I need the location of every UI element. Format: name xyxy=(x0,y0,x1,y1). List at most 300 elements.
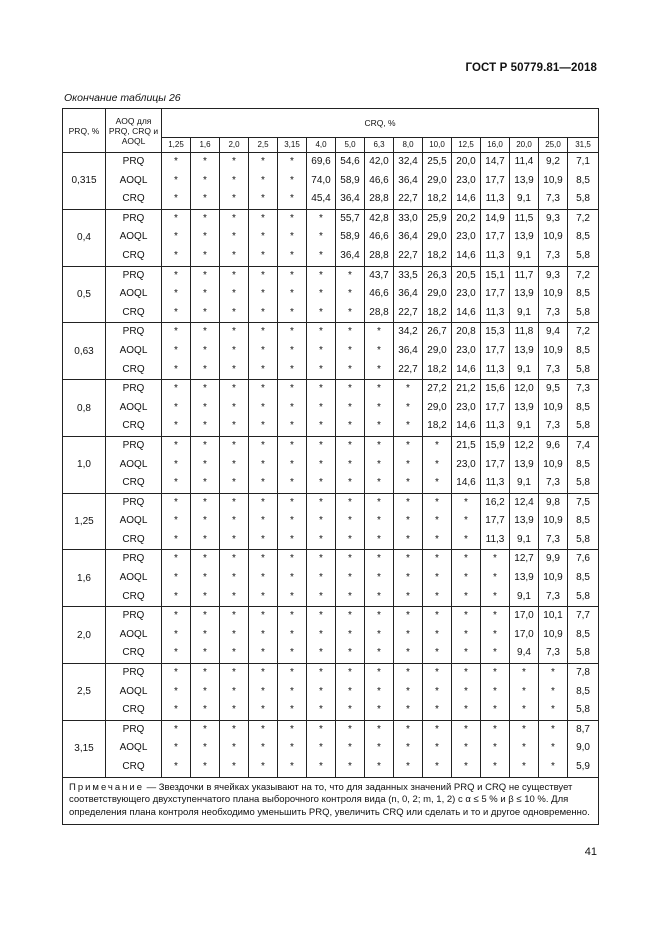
value-cell xyxy=(278,664,307,721)
value: 23,0 xyxy=(456,231,476,243)
row-type-label: PRQ xyxy=(122,212,145,224)
row-type-cell xyxy=(106,323,162,380)
value: * xyxy=(203,344,207,356)
value-cell xyxy=(220,550,249,607)
note-text: — Звездочки в ячейках указывают на то, что для заданных значений PRQ и CRQ не существует соответствующего двухступенчатого плана выборочного контроля вида (n, 0, 2; m, 1, 2) с α ≤ 5 % и β ≤ 10 %. Для определения плана контроля необходимо уменьшить PRQ, увеличить CRQ или сделать и то и другое одновременно. xyxy=(69,781,590,818)
value: 28,8 xyxy=(369,193,389,205)
value: * xyxy=(348,533,352,545)
value: * xyxy=(174,515,178,527)
value: * xyxy=(232,249,236,261)
value: 36,4 xyxy=(398,174,418,186)
value: 54,6 xyxy=(340,156,360,167)
value: 9,3 xyxy=(546,212,560,224)
value-cell xyxy=(365,664,394,721)
value: * xyxy=(174,249,178,261)
value: 11,4 xyxy=(514,156,534,167)
value: * xyxy=(290,704,294,716)
value: * xyxy=(377,742,381,754)
value-cell xyxy=(249,380,278,437)
value-cell xyxy=(568,720,599,777)
value: * xyxy=(464,723,468,735)
value: 10,9 xyxy=(543,288,563,300)
value: * xyxy=(377,553,381,565)
value: * xyxy=(261,515,265,527)
value: * xyxy=(522,761,526,772)
value: 58,9 xyxy=(340,174,360,186)
row-type-cell xyxy=(106,550,162,607)
row-type-label: CRQ xyxy=(122,363,145,375)
value: * xyxy=(348,742,352,754)
value: * xyxy=(493,761,497,772)
value: * xyxy=(377,723,381,735)
value-cell xyxy=(365,550,394,607)
crq-column-header: 2,5 xyxy=(249,138,278,153)
value-cell xyxy=(365,266,394,323)
value: * xyxy=(232,363,236,375)
value-cell xyxy=(481,209,510,266)
value: * xyxy=(232,590,236,602)
value: * xyxy=(174,742,178,754)
value-cell xyxy=(191,209,220,266)
value: * xyxy=(232,761,236,772)
sampling-plan-table xyxy=(62,108,599,825)
value-cell xyxy=(307,380,336,437)
value-cell xyxy=(423,550,452,607)
value-cell xyxy=(539,664,568,721)
value: * xyxy=(203,590,207,602)
value: * xyxy=(319,231,323,243)
value-cell xyxy=(191,550,220,607)
value: * xyxy=(377,515,381,527)
value-cell xyxy=(510,550,539,607)
value: 14,6 xyxy=(456,193,476,205)
value: 36,4 xyxy=(398,288,418,300)
value: 9,1 xyxy=(517,363,531,375)
value-cell xyxy=(481,720,510,777)
value-cell xyxy=(539,209,568,266)
value-cell xyxy=(481,266,510,323)
value: 43,7 xyxy=(369,269,389,281)
value: * xyxy=(290,212,294,224)
value-cell xyxy=(452,323,481,380)
prq-value: 3,15 xyxy=(63,720,106,777)
value: * xyxy=(232,383,236,395)
value: * xyxy=(232,610,236,622)
value: * xyxy=(522,723,526,735)
value: * xyxy=(290,610,294,622)
value: * xyxy=(261,193,265,205)
value: 9,1 xyxy=(517,420,531,432)
value: * xyxy=(261,344,265,356)
value: 5,8 xyxy=(576,249,590,261)
value: * xyxy=(348,401,352,413)
value-cell xyxy=(568,323,599,380)
value: * xyxy=(493,742,497,754)
value: 13,9 xyxy=(514,458,534,470)
value-cell xyxy=(568,380,599,437)
value: * xyxy=(290,420,294,432)
value: 32,4 xyxy=(398,156,418,167)
value-cell xyxy=(307,436,336,493)
value: 7,2 xyxy=(576,212,590,224)
value-cell xyxy=(162,550,191,607)
row-type-label: AOQL xyxy=(119,401,148,413)
value: * xyxy=(377,704,381,716)
row-type-label: PRQ xyxy=(122,383,145,395)
value: * xyxy=(377,590,381,602)
crq-column-header: 12,5 xyxy=(452,138,481,153)
value: * xyxy=(377,533,381,545)
value: 5,8 xyxy=(576,306,590,318)
value: * xyxy=(174,628,178,640)
value: * xyxy=(319,288,323,300)
value-cell xyxy=(539,720,568,777)
value: * xyxy=(406,458,410,470)
value: 5,8 xyxy=(576,704,590,716)
value: * xyxy=(174,496,178,508)
value: * xyxy=(290,533,294,545)
value-cell xyxy=(365,720,394,777)
value-cell xyxy=(423,153,452,210)
value: * xyxy=(174,685,178,697)
value: * xyxy=(348,704,352,716)
value: * xyxy=(493,723,497,735)
value: * xyxy=(261,420,265,432)
value: 8,5 xyxy=(576,685,590,697)
value: * xyxy=(232,553,236,565)
value: * xyxy=(290,572,294,584)
value: * xyxy=(348,269,352,281)
value: * xyxy=(348,496,352,508)
value: * xyxy=(522,704,526,716)
value: * xyxy=(319,533,323,545)
prq-value: 1,25 xyxy=(63,493,106,550)
value: * xyxy=(290,363,294,375)
value: 10,9 xyxy=(543,515,563,527)
value: * xyxy=(174,306,178,318)
value: * xyxy=(290,590,294,602)
value: 33,0 xyxy=(398,212,418,224)
value: 7,6 xyxy=(576,553,590,565)
value: * xyxy=(290,667,294,679)
crq-column-header: 4,0 xyxy=(307,138,336,153)
value: * xyxy=(203,401,207,413)
value: 12,0 xyxy=(514,383,534,395)
value: * xyxy=(319,590,323,602)
value: * xyxy=(203,439,207,451)
value: * xyxy=(464,761,468,772)
value: 36,4 xyxy=(340,193,360,205)
value-cell xyxy=(481,323,510,380)
row-type-label: AOQL xyxy=(119,458,148,470)
value: 25,5 xyxy=(427,156,447,167)
value: * xyxy=(377,383,381,395)
value: * xyxy=(174,590,178,602)
value: 10,9 xyxy=(543,572,563,584)
value: 5,8 xyxy=(576,193,590,205)
value: * xyxy=(348,344,352,356)
value: * xyxy=(290,515,294,527)
row-type-label: PRQ xyxy=(122,723,145,735)
value-cell xyxy=(394,493,423,550)
prq-value: 0,4 xyxy=(63,209,106,266)
value: * xyxy=(174,553,178,565)
value: * xyxy=(319,553,323,565)
value: * xyxy=(261,458,265,470)
prq-value: 0,315 xyxy=(63,153,106,210)
value-cell xyxy=(510,380,539,437)
value: 13,9 xyxy=(514,572,534,584)
value: * xyxy=(348,363,352,375)
row-type-label: CRQ xyxy=(122,420,145,432)
value: * xyxy=(435,458,439,470)
value: * xyxy=(406,723,410,735)
value-cell xyxy=(568,266,599,323)
value: * xyxy=(174,344,178,356)
value: * xyxy=(290,439,294,451)
value: * xyxy=(174,401,178,413)
value: 13,9 xyxy=(514,515,534,527)
value: * xyxy=(174,269,178,281)
value-cell xyxy=(191,153,220,210)
value: * xyxy=(261,363,265,375)
value: * xyxy=(348,647,352,659)
value-cell xyxy=(510,493,539,550)
value-cell xyxy=(249,209,278,266)
value: * xyxy=(348,439,352,451)
value-cell xyxy=(191,380,220,437)
value: * xyxy=(174,383,178,395)
value: * xyxy=(493,685,497,697)
value-cell xyxy=(336,720,365,777)
row-type-label: PRQ xyxy=(122,667,145,679)
value-cell xyxy=(162,607,191,664)
value: * xyxy=(319,742,323,754)
value-cell xyxy=(278,493,307,550)
value-cell xyxy=(423,664,452,721)
value: 7,3 xyxy=(546,590,560,602)
value-cell xyxy=(452,493,481,550)
value: * xyxy=(406,761,410,772)
header-crq-group: CRQ, % xyxy=(162,109,599,138)
value: 15,6 xyxy=(485,383,505,395)
value: * xyxy=(174,647,178,659)
value: * xyxy=(377,458,381,470)
value: * xyxy=(232,306,236,318)
value: * xyxy=(290,344,294,356)
value: * xyxy=(493,647,497,659)
value: 5,8 xyxy=(576,533,590,545)
value: * xyxy=(377,685,381,697)
value: * xyxy=(377,363,381,375)
row-type-label: CRQ xyxy=(122,193,145,205)
value: * xyxy=(319,761,323,772)
value: * xyxy=(464,590,468,602)
value: * xyxy=(522,685,526,697)
value: * xyxy=(348,628,352,640)
value: 9,0 xyxy=(576,742,590,754)
value: * xyxy=(232,572,236,584)
value: * xyxy=(232,704,236,716)
value-cell xyxy=(539,493,568,550)
value: * xyxy=(319,420,323,432)
value: * xyxy=(261,761,265,772)
value-cell xyxy=(191,436,220,493)
value: * xyxy=(203,477,207,489)
value: * xyxy=(203,193,207,205)
value: * xyxy=(232,628,236,640)
value: * xyxy=(290,647,294,659)
value: * xyxy=(377,761,381,772)
row-type-label: CRQ xyxy=(122,590,145,602)
value: 26,3 xyxy=(427,269,447,281)
row-type-label: PRQ xyxy=(122,326,145,338)
value-cell xyxy=(452,550,481,607)
value: * xyxy=(348,723,352,735)
crq-column-header: 3,15 xyxy=(278,138,307,153)
value: * xyxy=(203,704,207,716)
table-row xyxy=(63,607,599,664)
table-row xyxy=(63,664,599,721)
value: 15,1 xyxy=(485,269,505,281)
value-cell xyxy=(249,550,278,607)
value-cell xyxy=(539,436,568,493)
value-cell xyxy=(452,209,481,266)
value: * xyxy=(290,628,294,640)
value: * xyxy=(348,458,352,470)
value: 7,1 xyxy=(576,156,590,167)
row-type-label: CRQ xyxy=(122,704,145,716)
value: * xyxy=(261,610,265,622)
value: 9,9 xyxy=(546,553,560,565)
value: * xyxy=(261,231,265,243)
value: 22,7 xyxy=(398,193,418,205)
value: 22,7 xyxy=(398,249,418,261)
value: 7,3 xyxy=(546,249,560,261)
value: * xyxy=(348,383,352,395)
value-cell xyxy=(394,209,423,266)
value: * xyxy=(174,533,178,545)
value-cell xyxy=(510,153,539,210)
value: * xyxy=(348,610,352,622)
value: * xyxy=(319,306,323,318)
value: 29,0 xyxy=(427,401,447,413)
value: * xyxy=(261,439,265,451)
value: * xyxy=(203,326,207,338)
value-cell xyxy=(452,720,481,777)
value-cell xyxy=(249,436,278,493)
value: 11,3 xyxy=(485,306,505,318)
value: 21,2 xyxy=(456,383,476,395)
value: * xyxy=(435,761,439,772)
value: * xyxy=(174,288,178,300)
value: * xyxy=(203,420,207,432)
value-cell xyxy=(394,607,423,664)
value: * xyxy=(435,704,439,716)
value-cell xyxy=(568,436,599,493)
value: 18,2 xyxy=(427,306,447,318)
value: * xyxy=(174,723,178,735)
value: 20,2 xyxy=(456,212,476,224)
value: 7,4 xyxy=(576,439,590,451)
value: * xyxy=(261,383,265,395)
value: * xyxy=(232,515,236,527)
value-cell xyxy=(365,323,394,380)
value: 23,0 xyxy=(456,288,476,300)
value-cell xyxy=(249,607,278,664)
value: * xyxy=(377,610,381,622)
value: 7,8 xyxy=(576,667,590,679)
value-cell xyxy=(307,153,336,210)
value-cell xyxy=(220,209,249,266)
row-type-label: PRQ xyxy=(122,610,145,622)
value: 11,3 xyxy=(485,363,505,375)
header-type: AOQ для PRQ, CRQ и AOQL xyxy=(106,109,162,153)
value-cell xyxy=(307,266,336,323)
value: * xyxy=(464,667,468,679)
value: * xyxy=(290,174,294,186)
value-cell xyxy=(568,607,599,664)
value: 7,5 xyxy=(576,496,590,508)
value: 42,0 xyxy=(369,156,389,167)
value: 29,0 xyxy=(427,231,447,243)
row-type-label: AOQL xyxy=(119,344,148,356)
value: * xyxy=(406,742,410,754)
value: * xyxy=(348,515,352,527)
row-type-label: AOQL xyxy=(119,288,148,300)
value: 22,7 xyxy=(398,363,418,375)
value: * xyxy=(493,553,497,565)
value: 10,9 xyxy=(543,344,563,356)
value-cell xyxy=(220,720,249,777)
value: 8,5 xyxy=(576,515,590,527)
value: * xyxy=(493,704,497,716)
crq-column-header: 2,0 xyxy=(220,138,249,153)
value-cell xyxy=(539,607,568,664)
value-cell xyxy=(394,266,423,323)
value: 42,8 xyxy=(369,212,389,224)
value: * xyxy=(232,496,236,508)
value: * xyxy=(319,212,323,224)
value: 9,1 xyxy=(517,193,531,205)
value: 12,7 xyxy=(514,553,534,565)
value: 7,3 xyxy=(546,363,560,375)
value: * xyxy=(464,685,468,697)
value: 9,1 xyxy=(517,590,531,602)
value: * xyxy=(261,628,265,640)
value: * xyxy=(319,610,323,622)
value: 13,9 xyxy=(514,401,534,413)
value-cell xyxy=(510,436,539,493)
value: 8,5 xyxy=(576,572,590,584)
value: * xyxy=(551,761,555,772)
value: * xyxy=(261,742,265,754)
value: * xyxy=(406,477,410,489)
value-cell xyxy=(481,550,510,607)
value: * xyxy=(261,704,265,716)
row-type-label: PRQ xyxy=(122,156,145,167)
value-cell xyxy=(162,323,191,380)
value: 36,4 xyxy=(340,249,360,261)
value: 10,9 xyxy=(543,401,563,413)
value-cell xyxy=(278,720,307,777)
value: 33,5 xyxy=(398,269,418,281)
value: 5,8 xyxy=(576,477,590,489)
value-cell xyxy=(307,720,336,777)
value: 7,3 xyxy=(546,477,560,489)
value: 7,3 xyxy=(546,420,560,432)
value: 28,8 xyxy=(369,306,389,318)
